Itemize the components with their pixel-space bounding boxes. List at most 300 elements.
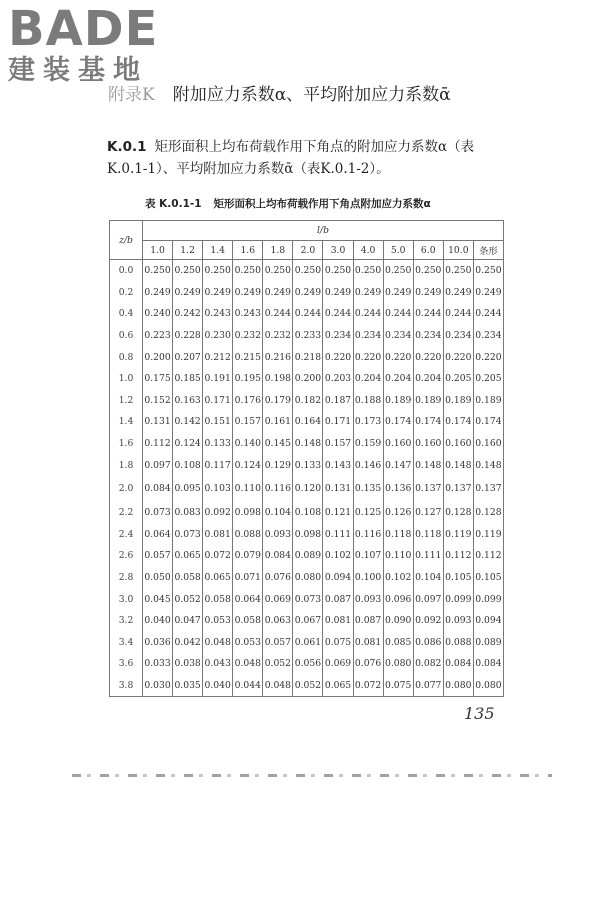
table-row	[110, 675, 504, 697]
table-cell: 0.119	[473, 524, 503, 546]
table-cell: 0.089	[293, 545, 323, 567]
table-cell: 0.092	[413, 610, 443, 632]
column-header: 条形	[473, 241, 503, 260]
table-cell: 0.250	[443, 260, 473, 282]
table-cell: 0.234	[473, 325, 503, 347]
table-cell: 0.148	[473, 454, 503, 476]
column-header: 1.0	[143, 241, 173, 260]
table-cell: 0.108	[173, 454, 203, 476]
table-cell: 0.189	[443, 390, 473, 412]
table-cell: 0.116	[263, 476, 293, 502]
column-header: 10.0	[443, 241, 473, 260]
table-cell: 0.093	[353, 588, 383, 610]
table-cell: 0.077	[413, 675, 443, 697]
table-cell: 0.045	[143, 588, 173, 610]
column-header: 1.2	[173, 241, 203, 260]
table-cell: 0.198	[263, 368, 293, 390]
table-cell: 0.120	[293, 476, 323, 502]
table-cell: 0.033	[143, 653, 173, 675]
table-cell: 0.243	[203, 303, 233, 325]
table-row	[110, 632, 504, 654]
table-cell: 0.073	[173, 524, 203, 546]
table-cell: 0.053	[203, 610, 233, 632]
table-cell: 0.234	[413, 325, 443, 347]
table-cell: 0.200	[293, 368, 323, 390]
table-cell: 0.094	[473, 610, 503, 632]
table-cell: 0.071	[233, 567, 263, 589]
table-cell: 0.171	[203, 390, 233, 412]
table-cell: 0.097	[143, 454, 173, 476]
table-cell: 0.042	[173, 632, 203, 654]
table-cell: 0.250	[233, 260, 263, 282]
table-cell: 0.080	[383, 653, 413, 675]
table-cell: 0.053	[233, 632, 263, 654]
column-header: 6.0	[413, 241, 443, 260]
page-number: 135	[464, 704, 495, 723]
table-cell: 0.204	[413, 368, 443, 390]
table-cell: 0.182	[293, 390, 323, 412]
table-row	[110, 390, 504, 412]
table-cell: 0.205	[473, 368, 503, 390]
table-cell: 0.100	[353, 567, 383, 589]
table-cell: 0.056	[293, 653, 323, 675]
table-cell: 0.234	[443, 325, 473, 347]
table-cell: 0.047	[173, 610, 203, 632]
site-logo	[8, 1, 178, 88]
table-cell: 0.174	[383, 411, 413, 433]
table-cell: 0.175	[143, 368, 173, 390]
table-cell: 0.234	[323, 325, 353, 347]
column-header: 4.0	[353, 241, 383, 260]
table-cell: 0.087	[353, 610, 383, 632]
table-cell: 0.250	[413, 260, 443, 282]
table-cell: 0.110	[233, 476, 263, 502]
table-number: 表 K.0.1-1	[145, 198, 202, 210]
table-cell: 0.203	[323, 368, 353, 390]
table-cell: 0.174	[443, 411, 473, 433]
table-cell: 0.249	[263, 282, 293, 304]
table-cell: 0.160	[473, 433, 503, 455]
column-header: 1.4	[203, 241, 233, 260]
table-cell: 0.189	[413, 390, 443, 412]
table-cell: 0.111	[413, 545, 443, 567]
table-cell: 0.048	[203, 632, 233, 654]
table-cell: 0.148	[413, 454, 443, 476]
table-cell: 0.228	[173, 325, 203, 347]
table-cell: 0.244	[383, 303, 413, 325]
appendix-label: 附录K	[108, 85, 155, 105]
table-cell: 0.036	[143, 632, 173, 654]
row-label-zb: 3.8	[110, 675, 143, 697]
table-cell: 0.249	[353, 282, 383, 304]
table-cell: 0.232	[233, 325, 263, 347]
table-cell: 0.207	[173, 346, 203, 368]
table-cell: 0.103	[203, 476, 233, 502]
table-cell: 0.143	[323, 454, 353, 476]
table-cell: 0.191	[203, 368, 233, 390]
footer-rule	[72, 774, 552, 777]
table-cell: 0.040	[203, 675, 233, 697]
table-cell: 0.057	[143, 545, 173, 567]
row-label-zb: 1.2	[110, 390, 143, 412]
table-cell: 0.249	[173, 282, 203, 304]
table-cell: 0.118	[383, 524, 413, 546]
row-label-zb: 0.2	[110, 282, 143, 304]
table-cell: 0.174	[413, 411, 443, 433]
table-cell: 0.128	[443, 502, 473, 524]
table-cell: 0.240	[143, 303, 173, 325]
table-cell: 0.234	[353, 325, 383, 347]
table-cell: 0.135	[353, 476, 383, 502]
table-cell: 0.088	[233, 524, 263, 546]
table-cell: 0.250	[383, 260, 413, 282]
table-cell: 0.095	[173, 476, 203, 502]
row-label-zb: 3.6	[110, 653, 143, 675]
table-cell: 0.244	[443, 303, 473, 325]
table-cell: 0.064	[233, 588, 263, 610]
table-cell: 0.075	[323, 632, 353, 654]
table-row	[110, 524, 504, 546]
table-cell: 0.058	[173, 567, 203, 589]
row-label-zb: 1.8	[110, 454, 143, 476]
table-row	[110, 454, 504, 476]
table-cell: 0.058	[203, 588, 233, 610]
table-cell: 0.137	[443, 476, 473, 502]
table-cell: 0.185	[173, 368, 203, 390]
table-row	[110, 545, 504, 567]
section-number: K.0.1	[107, 139, 147, 155]
table-cell: 0.234	[383, 325, 413, 347]
table-cell: 0.118	[413, 524, 443, 546]
table-row	[110, 567, 504, 589]
table-cell: 0.146	[353, 454, 383, 476]
table-cell: 0.244	[293, 303, 323, 325]
table-row	[110, 476, 504, 502]
column-header: 3.0	[323, 241, 353, 260]
table-cell: 0.174	[473, 411, 503, 433]
logo-subtitle: 建装基地	[8, 55, 148, 86]
table-cell: 0.133	[293, 454, 323, 476]
row-label-zb: 1.6	[110, 433, 143, 455]
table-cell: 0.094	[323, 567, 353, 589]
table-row	[110, 588, 504, 610]
table-cell: 0.250	[473, 260, 503, 282]
table-cell: 0.145	[263, 433, 293, 455]
table-row	[110, 433, 504, 455]
table-cell: 0.249	[323, 282, 353, 304]
table-cell: 0.043	[203, 653, 233, 675]
table-cell: 0.126	[383, 502, 413, 524]
table-cell: 0.030	[143, 675, 173, 697]
table-cell: 0.136	[383, 476, 413, 502]
table-cell: 0.112	[143, 433, 173, 455]
intro-text: 矩形面积上均布荷载作用下角点的附加应力系数α（表K.0.1-1）、平均附加应力系数ᾱ（表K.0.1-2）。	[107, 139, 475, 177]
table-cell: 0.189	[383, 390, 413, 412]
table-cell: 0.076	[353, 653, 383, 675]
table-row	[110, 303, 504, 325]
table-cell: 0.129	[263, 454, 293, 476]
table-cell: 0.244	[323, 303, 353, 325]
table-cell: 0.131	[323, 476, 353, 502]
table-cell: 0.220	[323, 346, 353, 368]
table-cell: 0.128	[473, 502, 503, 524]
table-row	[110, 282, 504, 304]
intro-paragraph	[107, 136, 507, 180]
table-cell: 0.035	[173, 675, 203, 697]
table-cell: 0.102	[323, 545, 353, 567]
table-cell: 0.064	[143, 524, 173, 546]
table-cell: 0.250	[293, 260, 323, 282]
table-cell: 0.084	[263, 545, 293, 567]
table-cell: 0.204	[353, 368, 383, 390]
table-cell: 0.063	[263, 610, 293, 632]
row-label-zb: 2.6	[110, 545, 143, 567]
table-cell: 0.142	[173, 411, 203, 433]
table-cell: 0.152	[143, 390, 173, 412]
table-cell: 0.250	[173, 260, 203, 282]
row-label-zb: 1.4	[110, 411, 143, 433]
table-cell: 0.244	[473, 303, 503, 325]
row-label-zb: 3.2	[110, 610, 143, 632]
table-cell: 0.104	[413, 567, 443, 589]
table-cell: 0.065	[173, 545, 203, 567]
column-header: 1.6	[233, 241, 263, 260]
table-cell: 0.099	[473, 588, 503, 610]
column-header: 5.0	[383, 241, 413, 260]
table-cell: 0.105	[443, 567, 473, 589]
table-row	[110, 411, 504, 433]
table-cell: 0.243	[233, 303, 263, 325]
table-cell: 0.079	[233, 545, 263, 567]
table-cell: 0.065	[323, 675, 353, 697]
table-cell: 0.204	[383, 368, 413, 390]
table-cell: 0.080	[293, 567, 323, 589]
table-cell: 0.250	[203, 260, 233, 282]
table-cell: 0.151	[203, 411, 233, 433]
table-row	[110, 653, 504, 675]
table-cell: 0.073	[293, 588, 323, 610]
table-cell: 0.082	[413, 653, 443, 675]
table-cell: 0.131	[143, 411, 173, 433]
table-cell: 0.242	[173, 303, 203, 325]
table-cell: 0.093	[263, 524, 293, 546]
table-cell: 0.073	[143, 502, 173, 524]
table-cell: 0.147	[383, 454, 413, 476]
table-cell: 0.137	[413, 476, 443, 502]
table-title: 矩形面积上均布荷载作用下角点附加应力系数α	[213, 198, 431, 210]
table-cell: 0.040	[143, 610, 173, 632]
table-cell: 0.105	[473, 567, 503, 589]
table-cell: 0.048	[263, 675, 293, 697]
logo-wordmark: BADE	[8, 1, 159, 57]
table-cell: 0.148	[443, 454, 473, 476]
appendix-heading	[108, 80, 451, 105]
table-cell: 0.084	[143, 476, 173, 502]
table-caption	[145, 196, 431, 211]
column-header: 1.8	[263, 241, 293, 260]
table-cell: 0.080	[473, 675, 503, 697]
table-cell: 0.038	[173, 653, 203, 675]
column-group-header: l/b	[143, 221, 504, 241]
table-cell: 0.164	[293, 411, 323, 433]
table-cell: 0.250	[143, 260, 173, 282]
table-cell: 0.220	[353, 346, 383, 368]
table-cell: 0.080	[443, 675, 473, 697]
table-cell: 0.108	[293, 502, 323, 524]
table-cell: 0.244	[353, 303, 383, 325]
row-label-zb: 2.4	[110, 524, 143, 546]
table-cell: 0.179	[263, 390, 293, 412]
row-label-zb: 2.8	[110, 567, 143, 589]
table-cell: 0.220	[413, 346, 443, 368]
table-cell: 0.067	[293, 610, 323, 632]
row-label-zb: 3.4	[110, 632, 143, 654]
table-cell: 0.250	[353, 260, 383, 282]
table-cell: 0.244	[263, 303, 293, 325]
table-row	[110, 325, 504, 347]
table-row	[110, 610, 504, 632]
table-cell: 0.137	[473, 476, 503, 502]
table-cell: 0.119	[443, 524, 473, 546]
table-cell: 0.220	[473, 346, 503, 368]
column-header: 2.0	[293, 241, 323, 260]
table-cell: 0.098	[293, 524, 323, 546]
row-header-zb: z/b	[110, 221, 143, 260]
table-cell: 0.249	[413, 282, 443, 304]
table-cell: 0.069	[263, 588, 293, 610]
row-label-zb: 2.0	[110, 476, 143, 502]
table-row	[110, 346, 504, 368]
table-cell: 0.089	[473, 632, 503, 654]
table-cell: 0.127	[413, 502, 443, 524]
table-cell: 0.124	[173, 433, 203, 455]
table-cell: 0.083	[173, 502, 203, 524]
table-cell: 0.050	[143, 567, 173, 589]
row-label-zb: 0.8	[110, 346, 143, 368]
table-cell: 0.057	[263, 632, 293, 654]
table-cell: 0.249	[233, 282, 263, 304]
table-cell: 0.250	[323, 260, 353, 282]
table-cell: 0.081	[323, 610, 353, 632]
table-cell: 0.052	[173, 588, 203, 610]
table-cell: 0.195	[233, 368, 263, 390]
table-cell: 0.148	[293, 433, 323, 455]
table-cell: 0.116	[353, 524, 383, 546]
table-cell: 0.099	[443, 588, 473, 610]
table-cell: 0.124	[233, 454, 263, 476]
row-label-zb: 3.0	[110, 588, 143, 610]
table-cell: 0.117	[203, 454, 233, 476]
table-cell: 0.088	[443, 632, 473, 654]
table-cell: 0.187	[323, 390, 353, 412]
table-cell: 0.084	[443, 653, 473, 675]
table-cell: 0.097	[413, 588, 443, 610]
table-cell: 0.052	[293, 675, 323, 697]
table-cell: 0.098	[233, 502, 263, 524]
table-cell: 0.232	[263, 325, 293, 347]
table-cell: 0.188	[353, 390, 383, 412]
table-cell: 0.249	[293, 282, 323, 304]
table-cell: 0.220	[443, 346, 473, 368]
table-cell: 0.081	[353, 632, 383, 654]
table-row	[110, 260, 504, 282]
table-cell: 0.140	[233, 433, 263, 455]
row-label-zb: 0.4	[110, 303, 143, 325]
table-cell: 0.220	[383, 346, 413, 368]
table-cell: 0.173	[353, 411, 383, 433]
table-cell: 0.107	[353, 545, 383, 567]
table-cell: 0.086	[413, 632, 443, 654]
table-cell: 0.090	[383, 610, 413, 632]
table-cell: 0.200	[143, 346, 173, 368]
table-cell: 0.160	[413, 433, 443, 455]
table-cell: 0.111	[323, 524, 353, 546]
table-cell: 0.121	[323, 502, 353, 524]
table-cell: 0.230	[203, 325, 233, 347]
table-cell: 0.048	[233, 653, 263, 675]
table-cell: 0.205	[443, 368, 473, 390]
table-cell: 0.112	[473, 545, 503, 567]
table-cell: 0.249	[383, 282, 413, 304]
row-label-zb: 0.0	[110, 260, 143, 282]
table-cell: 0.096	[383, 588, 413, 610]
table-cell: 0.160	[383, 433, 413, 455]
table-cell: 0.223	[143, 325, 173, 347]
table-cell: 0.249	[473, 282, 503, 304]
table-cell: 0.061	[293, 632, 323, 654]
row-label-zb: 2.2	[110, 502, 143, 524]
table-cell: 0.081	[203, 524, 233, 546]
table-cell: 0.159	[353, 433, 383, 455]
table-row	[110, 502, 504, 524]
table-cell: 0.233	[293, 325, 323, 347]
table-cell: 0.157	[233, 411, 263, 433]
table-cell: 0.075	[383, 675, 413, 697]
table-cell: 0.249	[143, 282, 173, 304]
table-cell: 0.249	[443, 282, 473, 304]
table-cell: 0.161	[263, 411, 293, 433]
table-cell: 0.093	[443, 610, 473, 632]
table-cell: 0.087	[323, 588, 353, 610]
table-cell: 0.163	[173, 390, 203, 412]
table-cell: 0.072	[203, 545, 233, 567]
table-cell: 0.125	[353, 502, 383, 524]
table-cell: 0.065	[203, 567, 233, 589]
appendix-title: 附加应力系数α、平均附加应力系数ᾱ	[172, 85, 451, 105]
table-cell: 0.189	[473, 390, 503, 412]
table-cell: 0.215	[233, 346, 263, 368]
table-cell: 0.076	[263, 567, 293, 589]
table-cell: 0.249	[203, 282, 233, 304]
table-cell: 0.102	[383, 567, 413, 589]
table-cell: 0.171	[323, 411, 353, 433]
table-cell: 0.244	[413, 303, 443, 325]
table-cell: 0.092	[203, 502, 233, 524]
table-cell: 0.084	[473, 653, 503, 675]
table-cell: 0.085	[383, 632, 413, 654]
table-cell: 0.176	[233, 390, 263, 412]
table-cell: 0.157	[323, 433, 353, 455]
table-cell: 0.133	[203, 433, 233, 455]
table-cell: 0.212	[203, 346, 233, 368]
table-cell: 0.250	[263, 260, 293, 282]
row-label-zb: 0.6	[110, 325, 143, 347]
coefficient-table	[109, 220, 504, 697]
row-label-zb: 1.0	[110, 368, 143, 390]
table-cell: 0.218	[293, 346, 323, 368]
table-cell: 0.069	[323, 653, 353, 675]
table-row	[110, 368, 504, 390]
